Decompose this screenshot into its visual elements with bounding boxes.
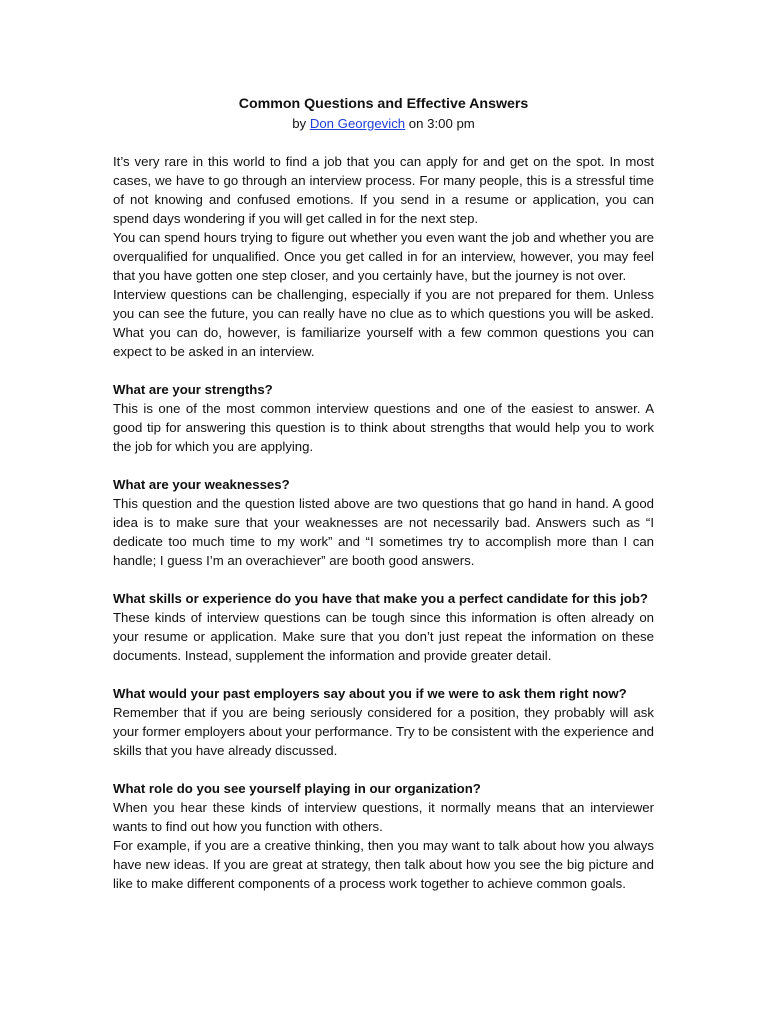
question-heading: What skills or experience do you have that make you a perfect candidate for this job? — [113, 591, 648, 606]
document-page — [113, 94, 654, 893]
question-heading: What are your strengths? — [113, 382, 273, 397]
answer-paragraph: For example, if you are a creative thinking, then you may want to talk about how you always have new ideas. If you are great at strategy, then talk about how you see the big picture and like to make different components of a process work together to achieve common goals. — [113, 838, 654, 891]
question-heading: What are your weaknesses? — [113, 477, 290, 492]
intro-paragraph: Interview questions can be challenging, especially if you are not prepared for them. Unless you can see the future, you can really have no clue as to which questions you will be asked. What you can do, however, is familiarize yourself with a few common questions you can expect to be asked in an interview. — [113, 287, 654, 359]
qa-section-skills — [113, 589, 654, 665]
document-title: Common Questions and Effective Answers — [238, 96, 529, 112]
answer-paragraph: This is one of the most common interview questions and one of the easiest to answer. A good tip for answering this question is to think about strengths that would help you to work the job for which you are applying. — [113, 401, 654, 454]
qa-section-past-employers — [113, 684, 654, 760]
answer-paragraph: These kinds of interview questions can be tough since this information is often already on your resume or application. Make sure that you don’t just repeat the information on these documents. Instead, supplement the information and provide greater detail. — [113, 610, 654, 663]
question-heading: What would your past employers say about you if we were to ask them right now? — [113, 686, 627, 701]
answer-paragraph: This question and the question listed above are two questions that go hand in hand. A good idea is to make sure that your weaknesses are not necessarily bad. Answers such as “I dedicate too much time to my work” and “I sometimes try to accomplish more than I can handle; I guess I’m an overachiever” are booth good answers. — [113, 496, 654, 568]
qa-section-role — [113, 779, 654, 893]
qa-section-strengths — [113, 380, 654, 456]
intro-section — [113, 152, 654, 361]
answer-paragraph: Remember that if you are being seriously considered for a position, they probably will ask your former employers about your performance. Try to be consistent with the experience and skills that you have already discussed. — [113, 705, 654, 758]
byline-time: on 3:00 pm — [408, 116, 475, 131]
intro-paragraph: You can spend hours trying to figure out whether you even want the job and whether you are overqualified for unqualified. Once you get called in for an interview, however, you may feel that you have gotten one step closer, and you certainly have, but the journey is not over. — [113, 230, 654, 283]
intro-paragraph: It’s very rare in this world to find a job that you can apply for and get on the spot. In most cases, we have to go through an interview process. For many people, this is a stressful time of not knowing and confused emotions. If you send in a resume or application, you can spend days wondering if you will get called in for the next step. — [113, 154, 654, 226]
byline-prefix: by — [292, 116, 307, 131]
question-heading: What role do you see yourself playing in our organization? — [113, 781, 481, 796]
answer-paragraph: When you hear these kinds of interview questions, it normally means that an interviewer wants to find out how you function with others. — [113, 800, 654, 834]
byline — [113, 114, 654, 133]
author-link[interactable]: Don Georgevich — [309, 116, 406, 131]
qa-section-weaknesses — [113, 475, 654, 570]
